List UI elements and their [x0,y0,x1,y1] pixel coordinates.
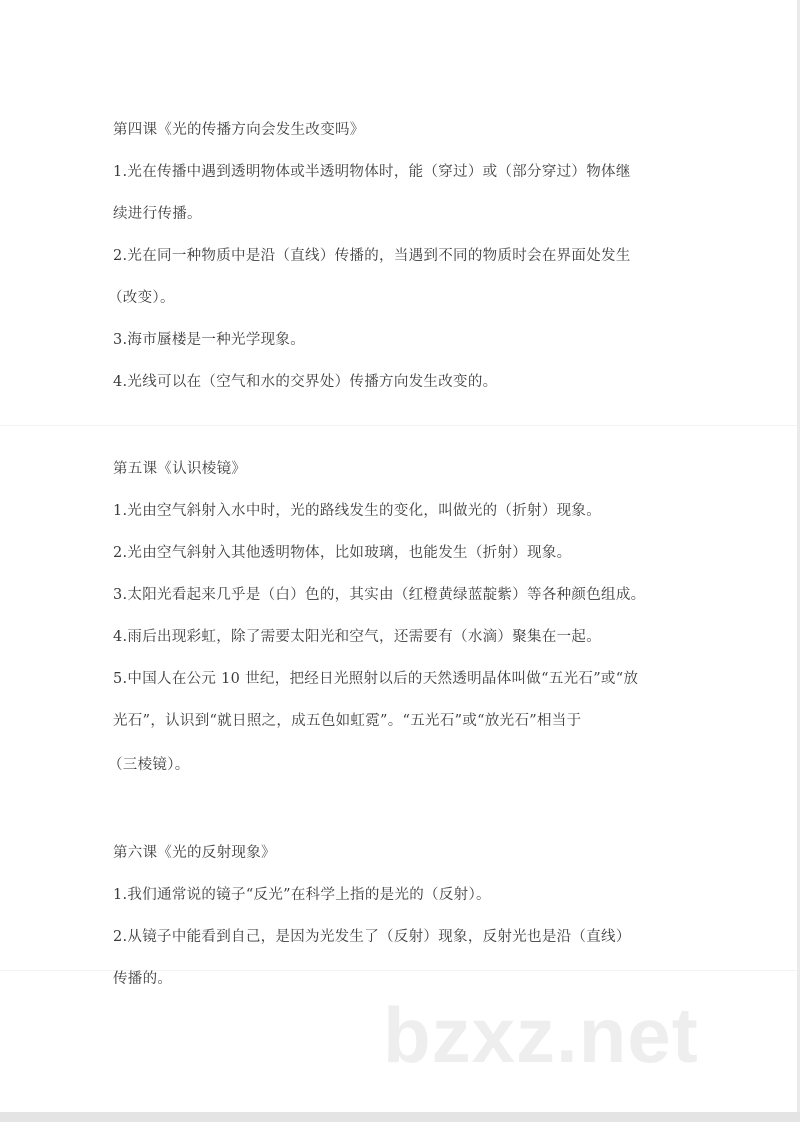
text-line: 1.光在传播中遇到透明物体或半透明物体时，能（穿过）或（部分穿过）物体继 [113,164,631,180]
page-separator [0,1112,800,1122]
section-title: 第五课《认识棱镜》 [113,461,247,477]
text-line: 2.光由空气斜射入其他透明物体，比如玻璃，也能发生（折射）现象。 [113,545,572,561]
text-line: 传播的。 [113,971,173,987]
text-line: 2.光在同一种物质中是沿（直线）传播的，当遇到不同的物质时会在界面处发生 [113,248,631,264]
text-line: （三棱镜）。 [108,757,190,773]
text-line: （改变）。 [108,290,175,306]
text-line: 5.中国人在公元 10 世纪，把经日光照射以后的天然透明晶体叫做“五光石”或“放 [113,671,639,687]
text-line: 1.我们通常说的镜子“反光”在科学上指的是光的（反射）。 [113,887,491,903]
section-title: 第六课《光的反射现象》 [113,845,276,861]
text-line: 续进行传播。 [113,206,202,222]
text-line: 4.雨后出现彩虹，除了需要太阳光和空气，还需要有（水滴）聚集在一起。 [113,629,602,645]
text-line: 光石”，认识到“就日照之，成五色如虹霓”。“五光石”或“放光石”相当于 [113,713,582,729]
watermark: bzxz.net [383,991,699,1079]
section-title: 第四课《光的传播方向会发生改变吗》 [113,122,365,138]
text-line: 3.太阳光看起来几乎是（白）色的，其实由（红橙黄绿蓝靛紫）等各种颜色组成。 [113,587,646,603]
text-line: 1.光由空气斜射入水中时，光的路线发生的变化，叫做光的（折射）现象。 [113,503,602,519]
divider [0,425,800,426]
text-line: 2.从镜子中能看到自己，是因为光发生了（反射）现象，反射光也是沿（直线） [113,929,631,945]
text-line: 3.海市蜃楼是一种光学现象。 [113,332,306,348]
text-line: 4.光线可以在（空气和水的交界处）传播方向发生改变的。 [113,374,498,390]
